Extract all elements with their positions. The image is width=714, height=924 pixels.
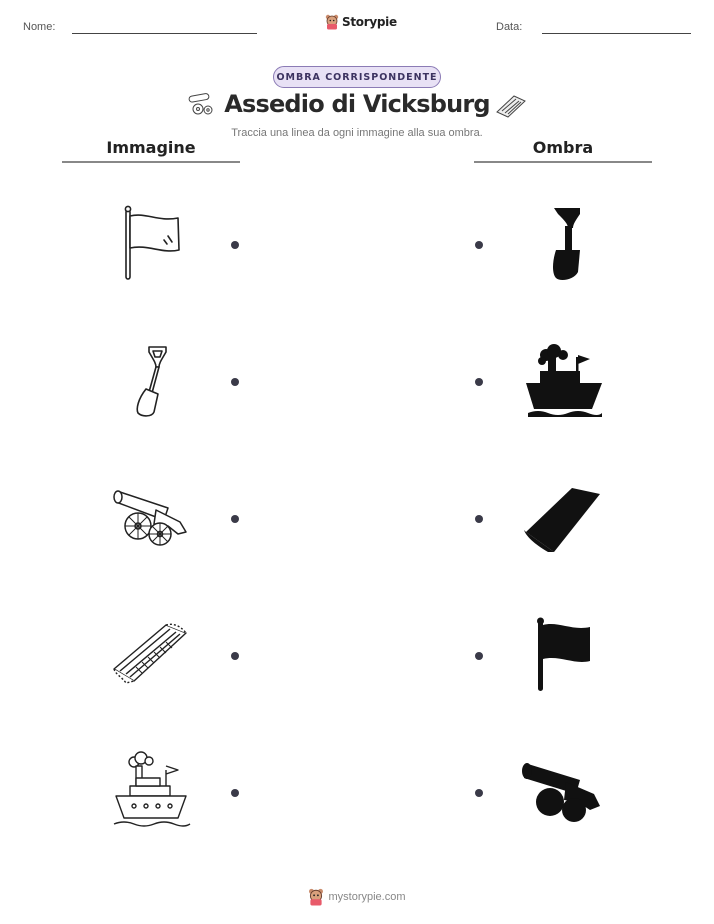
brand-logo	[325, 14, 397, 30]
cannon-icon	[106, 474, 196, 564]
column-header-right: Ombra	[532, 138, 594, 157]
name-label: Nome:	[23, 21, 56, 33]
trench-silhouette-icon	[518, 474, 608, 564]
trench-icon	[106, 611, 196, 701]
date-label: Data:	[496, 21, 523, 33]
right-match-dot-5[interactable]	[475, 789, 483, 797]
right-match-dot-4[interactable]	[475, 652, 483, 660]
bear-mascot-icon	[308, 888, 324, 906]
activity-badge: OMBRA CORRISPONDENTE	[273, 66, 441, 88]
bear-mascot-icon	[325, 14, 339, 30]
column-header-left: Immagine	[106, 138, 196, 157]
instructions: Traccia una linea da ogni immagine alla sua ombra.	[231, 127, 483, 139]
footer	[0, 888, 714, 906]
right-match-dot-1[interactable]	[475, 241, 483, 249]
steamboat-silhouette-icon	[518, 337, 608, 427]
shovel-icon	[106, 337, 196, 427]
left-match-dot-4[interactable]	[231, 652, 239, 660]
flag-silhouette-icon	[518, 611, 608, 701]
left-match-dot-5[interactable]	[231, 789, 239, 797]
trench-small-icon	[494, 92, 528, 120]
left-match-dot-1[interactable]	[231, 241, 239, 249]
footer-url[interactable]: mystorypie.com	[328, 891, 406, 903]
brand-name: Storypie	[342, 15, 397, 29]
page-title: Assedio di Vicksburg	[224, 90, 490, 118]
left-match-dot-3[interactable]	[231, 515, 239, 523]
right-match-dot-2[interactable]	[475, 378, 483, 386]
left-match-dot-2[interactable]	[231, 378, 239, 386]
cannon-silhouette-icon	[518, 748, 608, 838]
column-underline-left	[62, 161, 240, 163]
column-underline-right	[474, 161, 652, 163]
flag-icon	[106, 200, 196, 290]
name-line[interactable]	[72, 33, 257, 34]
steamboat-icon	[106, 748, 196, 838]
right-match-dot-3[interactable]	[475, 515, 483, 523]
shovel-silhouette-icon	[518, 200, 608, 290]
date-line[interactable]	[542, 33, 691, 34]
